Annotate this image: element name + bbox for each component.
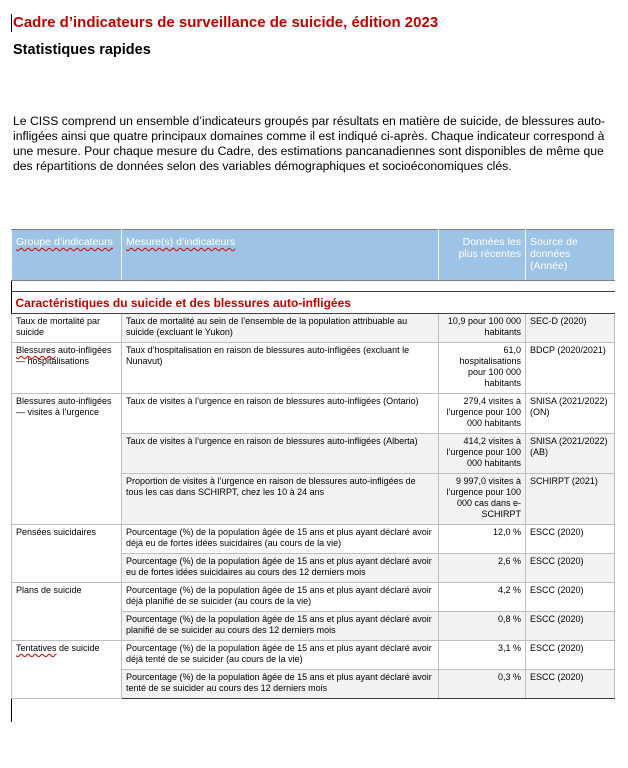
value-cell: 61,0 hospitalisations pour 100 000 habitants [439, 343, 526, 394]
value-cell: 9 997,0 visites à l’urgence pour 100 000 cas dans e-SCHIRPT [439, 474, 526, 525]
measure-cell: Proportion de visites à l’urgence en raison de blessures auto-infligées de tous les cas dans SCHIRPT, chez les 10 à 24 ans [122, 474, 439, 525]
group-label: Pensées suicidaires [16, 527, 97, 537]
source-cell: SCHIRPT (2021) [526, 474, 615, 525]
column-header-measure: Mesure(s) d’indicateurs [122, 230, 439, 281]
group-label: Tentatives de suicide [16, 643, 100, 653]
table-row [12, 525, 615, 554]
measure-cell: Taux d’hospitalisation en raison de blessures auto-infligées (excluant le Nunavut) [122, 343, 439, 394]
text-cursor [11, 14, 12, 32]
measure-cell: Taux de visites à l’urgence en raison de blessures auto-infligées (Ontario) [122, 394, 439, 434]
value-cell: 2,6 % [439, 554, 526, 583]
measure-cell: Pourcentage (%) de la population âgée de 15 ans et plus ayant déclaré avoir déjà eu de fortes idées suicidaires (au cours de la vie) [122, 525, 439, 554]
source-cell: ESCC (2020) [526, 583, 615, 612]
document-title: Cadre d’indicateurs de surveillance de suicide, édition 2023 [13, 14, 439, 31]
table-row [12, 343, 615, 394]
column-header-source: Source de données (Année) [526, 230, 615, 281]
section-title: Caractéristiques du suicide et des blessures auto-infligées [12, 292, 615, 314]
measure-cell: Taux de mortalité au sein de l’ensemble de la population attribuable au suicide (excluant le Yukon) [122, 314, 439, 343]
measure-cell: Pourcentage (%) de la population âgée de 15 ans et plus ayant déclaré avoir tenté de se suicider au cours des 12 derniers mois [122, 670, 439, 699]
column-header-value: Données les plus récentes [439, 230, 526, 281]
measure-cell: Taux de visites à l’urgence en raison de blessures auto-infligées (Alberta) [122, 434, 439, 474]
intro-paragraph: Le CISS comprend un ensemble d’indicateurs groupés par résultats en matière de suicide, de blessures auto-infligées ainsi que quatre principaux domaines comme il est indiqué ci-après. Chaque indicateur correspond à une mesure. Pour chaque mesure du Cadre, des estimations pancanadiennes sont disponibles de même que des répartitions de données selon des variables démographiques et socioéconomiques clés. [13, 114, 606, 173]
source-cell: SEC-D (2020) [526, 314, 615, 343]
measure-cell: Pourcentage (%) de la population âgée de 15 ans et plus ayant déclaré avoir eu de fortes idées suicidaires au cours des 12 derniers mois [122, 554, 439, 583]
value-cell: 4,2 % [439, 583, 526, 612]
source-cell: BDCP (2020/2021) [526, 343, 615, 394]
group-cell [12, 343, 122, 394]
value-cell: 12,0 % [439, 525, 526, 554]
source-cell: ESCC (2020) [526, 641, 615, 670]
table-row [12, 583, 615, 612]
source-cell: SNISA (2021/2022)(AB) [526, 434, 615, 474]
indicator-table [11, 229, 615, 699]
group-label: Taux de mortalité par suicide [16, 316, 101, 337]
group-cell [12, 314, 122, 343]
measure-cell: Pourcentage (%) de la population âgée de 15 ans et plus ayant déclaré avoir déjà planifié de se suicider (au cours de la vie) [122, 583, 439, 612]
document-subtitle: Statistiques rapides [13, 42, 151, 58]
group-cell [12, 641, 122, 699]
table-row [12, 394, 615, 434]
source-cell: ESCC (2020) [526, 670, 615, 699]
source-cell: ESCC (2020) [526, 612, 615, 641]
value-cell: 10,9 pour 100 000 habitants [439, 314, 526, 343]
group-cell [12, 394, 122, 525]
source-cell: ESCC (2020) [526, 554, 615, 583]
table-row [12, 641, 615, 670]
value-cell: 0,3 % [439, 670, 526, 699]
measure-cell: Pourcentage (%) de la population âgée de 15 ans et plus ayant déclaré avoir planifié de se suicider au cours des 12 derniers mois [122, 612, 439, 641]
value-cell: 3,1 % [439, 641, 526, 670]
group-label: Blessures auto-infligées — hospitalisations [16, 345, 112, 366]
measure-cell: Pourcentage (%) de la population âgée de 15 ans et plus ayant déclaré avoir déjà tenté de se suicider (au cours de la vie) [122, 641, 439, 670]
group-cell [12, 525, 122, 583]
group-cell [12, 583, 122, 641]
table-row [12, 314, 615, 343]
value-cell: 414,2 visites à l’urgence pour 100 000 habitants [439, 434, 526, 474]
group-label: Blessures auto-infligées — visites à l’urgence [16, 396, 112, 417]
table-header-row [12, 230, 615, 281]
value-cell: 0,8 % [439, 612, 526, 641]
section-row [12, 292, 615, 314]
source-cell: SNISA (2021/2022)(ON) [526, 394, 615, 434]
group-label: Plans de suicide [16, 585, 82, 595]
source-cell: ESCC (2020) [526, 525, 615, 554]
column-header-group: Groupe d’indicateurs [12, 230, 122, 281]
value-cell: 279,4 visites à l’urgence pour 100 000 habitants [439, 394, 526, 434]
spacer-row [12, 281, 615, 292]
